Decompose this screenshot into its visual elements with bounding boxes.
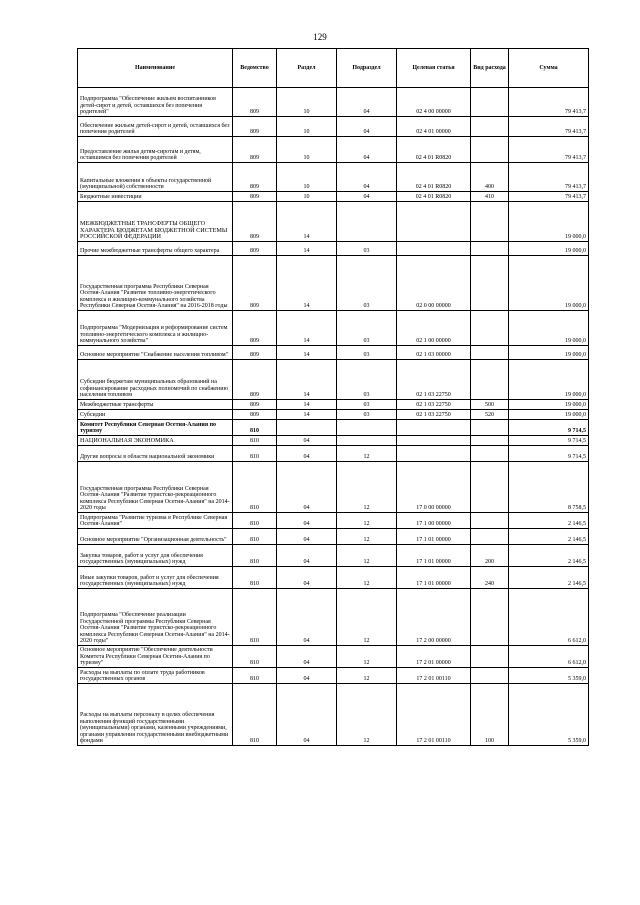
cell-target: 02 1 03 22750 — [397, 410, 471, 420]
cell-exp-type: 100 — [471, 684, 509, 746]
cell-subsection: 03 — [337, 242, 397, 256]
cell-section: 04 — [277, 567, 337, 589]
cell-name: Субсидии бюджетам муниципальных образований на софинансирование расходных полномочий по снабжению населения топливом — [78, 360, 233, 400]
header-amount: Сумма — [509, 49, 589, 88]
table-row — [78, 311, 589, 346]
cell-subsection: 12 — [337, 529, 397, 545]
cell-exp-type: 410 — [471, 192, 509, 202]
cell-exp-type — [471, 529, 509, 545]
cell-subsection: 12 — [337, 567, 397, 589]
cell-target: 17 2 01 00110 — [397, 668, 471, 684]
cell-target: 17 1 01 00000 — [397, 545, 471, 567]
cell-target: 02 4 01 R0820 — [397, 163, 471, 192]
cell-target: 02 4 01 00000 — [397, 117, 471, 137]
cell-subsection: 04 — [337, 137, 397, 163]
cell-exp-type: 240 — [471, 567, 509, 589]
cell-name: Обеспечение жильем детей-сирот и детей, оставшихся без попечения родителей — [78, 117, 233, 137]
cell-section: 04 — [277, 529, 337, 545]
cell-amount: 19 000,0 — [509, 202, 589, 242]
cell-name: Расходы на выплаты по оплате труда работников государственных органов — [78, 668, 233, 684]
table-row — [78, 88, 589, 117]
cell-target: 02 1 00 00000 — [397, 311, 471, 346]
cell-dept: 809 — [233, 163, 277, 192]
cell-exp-type: 500 — [471, 400, 509, 410]
cell-subsection: 12 — [337, 545, 397, 567]
table-row — [78, 668, 589, 684]
cell-amount: 19 000,0 — [509, 311, 589, 346]
cell-target: 17 1 01 00000 — [397, 567, 471, 589]
cell-dept: 809 — [233, 400, 277, 410]
cell-name: НАЦИОНАЛЬНАЯ ЭКОНОМИКА — [78, 436, 233, 446]
cell-amount: 19 000,0 — [509, 410, 589, 420]
cell-exp-type — [471, 346, 509, 360]
cell-subsection: 04 — [337, 117, 397, 137]
cell-name: Подпрограмма "Обеспечение реализации Государственной программы Республики Северная Осетия-Алания "Развитие туристско-рекреационного комплекса Республики Северная Осетия-Алания" на 2014-2020 годы" — [78, 589, 233, 646]
cell-exp-type — [471, 462, 509, 513]
cell-dept: 809 — [233, 192, 277, 202]
cell-name: Бюджетные инвестиции — [78, 192, 233, 202]
cell-subsection: 03 — [337, 410, 397, 420]
table-row — [78, 360, 589, 400]
header-subsection: Подраздел — [337, 49, 397, 88]
cell-exp-type — [471, 436, 509, 446]
cell-target: 02 1 03 00000 — [397, 346, 471, 360]
table-row — [78, 163, 589, 192]
header-dept: Ведомство — [233, 49, 277, 88]
cell-section: 04 — [277, 545, 337, 567]
cell-target: 02 1 03 22750 — [397, 400, 471, 410]
cell-exp-type — [471, 360, 509, 400]
cell-exp-type: 520 — [471, 410, 509, 420]
cell-subsection — [337, 436, 397, 446]
cell-section: 10 — [277, 163, 337, 192]
cell-exp-type — [471, 242, 509, 256]
cell-target: 17 1 00 00000 — [397, 513, 471, 529]
cell-name: Другие вопросы в области национальной экономики — [78, 446, 233, 462]
cell-subsection: 12 — [337, 684, 397, 746]
cell-name: Субсидии — [78, 410, 233, 420]
cell-dept: 810 — [233, 567, 277, 589]
cell-dept: 810 — [233, 545, 277, 567]
table-row — [78, 242, 589, 256]
cell-name: Подпрограмма "Модернизация и реформирование систем топливно-энергетического комплекса и жилищно-коммунального хозяйства" — [78, 311, 233, 346]
cell-section: 14 — [277, 256, 337, 311]
cell-dept: 810 — [233, 446, 277, 462]
cell-section: 10 — [277, 88, 337, 117]
cell-section: 14 — [277, 311, 337, 346]
table-row — [78, 256, 589, 311]
cell-subsection: 03 — [337, 311, 397, 346]
cell-amount: 8 758,5 — [509, 462, 589, 513]
cell-section: 14 — [277, 410, 337, 420]
cell-amount: 2 146,5 — [509, 529, 589, 545]
cell-name: Основное мероприятие "Организационная деятельность" — [78, 529, 233, 545]
cell-subsection — [337, 420, 397, 436]
table-row — [78, 117, 589, 137]
cell-exp-type — [471, 117, 509, 137]
cell-section: 14 — [277, 400, 337, 410]
cell-dept: 809 — [233, 242, 277, 256]
cell-target: 17 2 01 00000 — [397, 646, 471, 668]
cell-dept: 809 — [233, 256, 277, 311]
table-row — [78, 400, 589, 410]
cell-target: 17 1 01 00000 — [397, 529, 471, 545]
table-row — [78, 202, 589, 242]
cell-name: Закупка товаров, работ и услуг для обеспечения государственных (муниципальных) нужд — [78, 545, 233, 567]
cell-amount: 79 413,7 — [509, 117, 589, 137]
cell-amount: 19 000,0 — [509, 256, 589, 311]
cell-exp-type — [471, 88, 509, 117]
cell-dept: 810 — [233, 646, 277, 668]
cell-section — [277, 420, 337, 436]
table-row — [78, 646, 589, 668]
table-row — [78, 436, 589, 446]
cell-dept: 810 — [233, 668, 277, 684]
cell-section: 10 — [277, 117, 337, 137]
cell-target: 02 4 01 R0820 — [397, 137, 471, 163]
table-row — [78, 529, 589, 545]
cell-subsection: 12 — [337, 589, 397, 646]
cell-dept: 809 — [233, 346, 277, 360]
cell-subsection: 12 — [337, 513, 397, 529]
cell-subsection: 03 — [337, 256, 397, 311]
table-header-row — [78, 49, 589, 88]
cell-dept: 809 — [233, 202, 277, 242]
cell-exp-type — [471, 513, 509, 529]
cell-target — [397, 420, 471, 436]
cell-name: Государственная программа Республики Северная Осетия-Алания "Развитие топливно-энергетического комплекса и жилищно-коммунального хозяйства Республики Северная Осетия-Алания" на 2016-2018 годы — [78, 256, 233, 311]
table-row — [78, 589, 589, 646]
cell-name: Межбюджетные трансферты — [78, 400, 233, 410]
cell-name: МЕЖБЮДЖЕТНЫЕ ТРАНСФЕРТЫ ОБЩЕГО ХАРАКТЕРА БЮДЖЕТАМ БЮДЖЕТНОЙ СИСТЕМЫ РОССИЙСКОЙ ФЕДЕРАЦИИ — [78, 202, 233, 242]
cell-exp-type — [471, 256, 509, 311]
cell-amount: 2 146,5 — [509, 545, 589, 567]
table-row — [78, 462, 589, 513]
cell-amount: 79 413,7 — [509, 192, 589, 202]
table-row — [78, 346, 589, 360]
table-row — [78, 446, 589, 462]
cell-exp-type — [471, 668, 509, 684]
cell-section: 04 — [277, 646, 337, 668]
cell-exp-type — [471, 420, 509, 436]
cell-subsection: 12 — [337, 446, 397, 462]
cell-dept: 810 — [233, 436, 277, 446]
table-row — [78, 137, 589, 163]
table-body — [78, 88, 589, 746]
cell-dept: 809 — [233, 311, 277, 346]
cell-section: 04 — [277, 462, 337, 513]
cell-name: Основное мероприятие "Снабжение населения топливом" — [78, 346, 233, 360]
cell-target — [397, 446, 471, 462]
cell-section: 04 — [277, 668, 337, 684]
cell-section: 14 — [277, 346, 337, 360]
cell-subsection: 03 — [337, 346, 397, 360]
cell-target: 02 1 03 22750 — [397, 360, 471, 400]
cell-dept: 810 — [233, 589, 277, 646]
cell-amount: 19 000,0 — [509, 242, 589, 256]
cell-amount: 19 000,0 — [509, 360, 589, 400]
cell-dept: 809 — [233, 360, 277, 400]
cell-exp-type: 200 — [471, 545, 509, 567]
cell-exp-type — [471, 311, 509, 346]
cell-target — [397, 202, 471, 242]
page-number: 129 — [313, 32, 327, 42]
cell-dept: 809 — [233, 117, 277, 137]
cell-dept: 810 — [233, 420, 277, 436]
cell-subsection: 12 — [337, 462, 397, 513]
header-exp-type: Вид расхода — [471, 49, 509, 88]
cell-dept: 810 — [233, 462, 277, 513]
cell-section: 10 — [277, 192, 337, 202]
cell-name: Государственная программа Республики Северная Осетия-Алания "Развитие туристско-рекреационного комплекса Республики Северная Осетия-Алания" на 2014-2020 годы — [78, 462, 233, 513]
cell-subsection: 04 — [337, 192, 397, 202]
cell-amount: 9 714,5 — [509, 446, 589, 462]
cell-name: Подпрограмма "Обеспечение жильем воспитанников детей-сирот и детей, оставшихся без попечения родителей" — [78, 88, 233, 117]
cell-section: 04 — [277, 436, 337, 446]
cell-subsection: 03 — [337, 360, 397, 400]
cell-amount: 5 359,0 — [509, 668, 589, 684]
cell-subsection: 04 — [337, 88, 397, 117]
table-row — [78, 192, 589, 202]
table-row — [78, 420, 589, 436]
cell-subsection: 12 — [337, 668, 397, 684]
cell-name: Капитальные вложения в объекты государственной (муниципальной) собственности — [78, 163, 233, 192]
cell-amount: 19 000,0 — [509, 346, 589, 360]
cell-section: 14 — [277, 360, 337, 400]
cell-dept: 809 — [233, 88, 277, 117]
cell-subsection — [337, 202, 397, 242]
cell-exp-type — [471, 589, 509, 646]
cell-section: 04 — [277, 513, 337, 529]
cell-target: 17 2 00 00000 — [397, 589, 471, 646]
cell-section: 14 — [277, 202, 337, 242]
header-section: Раздел — [277, 49, 337, 88]
cell-exp-type — [471, 137, 509, 163]
cell-name: Расходы на выплаты персоналу в целях обеспечения выполнения функций государственными (муниципальными) органами, казенными учреждениями, органами управления государственными внебюджетными фондами — [78, 684, 233, 746]
cell-amount: 79 413,7 — [509, 137, 589, 163]
cell-section: 04 — [277, 684, 337, 746]
cell-section: 04 — [277, 446, 337, 462]
cell-name: Прочие межбюджетные трансферты общего характера — [78, 242, 233, 256]
cell-target: 02 4 00 00000 — [397, 88, 471, 117]
cell-amount: 79 413,7 — [509, 163, 589, 192]
cell-section: 14 — [277, 242, 337, 256]
budget-table — [77, 48, 589, 746]
cell-exp-type — [471, 646, 509, 668]
cell-exp-type — [471, 202, 509, 242]
cell-amount: 79 413,7 — [509, 88, 589, 117]
cell-subsection: 04 — [337, 163, 397, 192]
cell-target: 02 4 01 R0820 — [397, 192, 471, 202]
cell-exp-type — [471, 446, 509, 462]
cell-dept: 810 — [233, 529, 277, 545]
cell-dept: 810 — [233, 684, 277, 746]
cell-subsection: 12 — [337, 646, 397, 668]
cell-target: 17 2 01 00110 — [397, 684, 471, 746]
cell-amount: 5 359,0 — [509, 684, 589, 746]
cell-amount: 2 146,5 — [509, 513, 589, 529]
cell-name: Комитет Республики Северная Осетия-Алания по туризму — [78, 420, 233, 436]
cell-name: Предоставление жилья детям-сиротам и детям, оставшимся без попечения родителей — [78, 137, 233, 163]
cell-exp-type: 400 — [471, 163, 509, 192]
cell-target — [397, 242, 471, 256]
cell-subsection: 03 — [337, 400, 397, 410]
header-target: Целевая статья — [397, 49, 471, 88]
cell-dept: 809 — [233, 137, 277, 163]
table-row — [78, 684, 589, 746]
cell-amount: 6 612,0 — [509, 646, 589, 668]
cell-target: 17 0 00 00000 — [397, 462, 471, 513]
table-row — [78, 545, 589, 567]
table-row — [78, 513, 589, 529]
cell-name: Иные закупки товаров, работ и услуг для обеспечения государственных (муниципальных) нужд — [78, 567, 233, 589]
cell-dept: 810 — [233, 513, 277, 529]
cell-amount: 6 612,0 — [509, 589, 589, 646]
cell-amount: 2 146,5 — [509, 567, 589, 589]
cell-dept: 809 — [233, 410, 277, 420]
cell-target: 02 0 00 00000 — [397, 256, 471, 311]
cell-section: 04 — [277, 589, 337, 646]
cell-target — [397, 436, 471, 446]
table-row — [78, 567, 589, 589]
cell-amount: 9 714,5 — [509, 436, 589, 446]
cell-amount: 19 000,0 — [509, 400, 589, 410]
table-row — [78, 410, 589, 420]
cell-amount: 9 714,5 — [509, 420, 589, 436]
cell-name: Подпрограмма "Развитие туризма в Республике Северная Осетия-Алания" — [78, 513, 233, 529]
cell-section: 10 — [277, 137, 337, 163]
header-name: Наименование — [78, 49, 233, 88]
cell-name: Основное мероприятие "Обеспечение деятельности Комитета Республики Северная Осетия-Алания по туризму" — [78, 646, 233, 668]
